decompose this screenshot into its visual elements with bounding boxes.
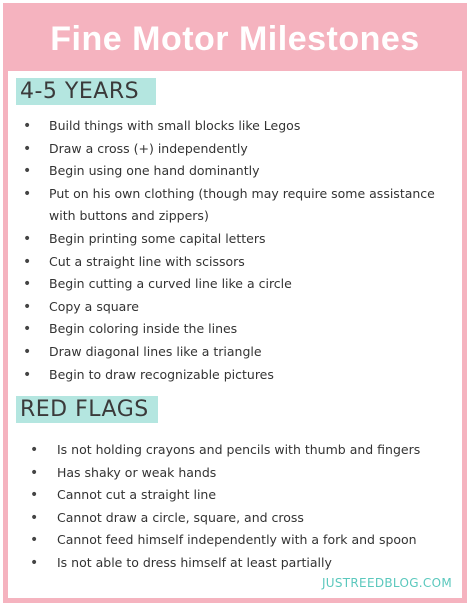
bullet-icon: •	[23, 298, 32, 315]
list-item: • Is not able to dress himself at least partially	[16, 552, 462, 575]
page-title: Fine Motor Milestones	[8, 8, 462, 71]
bullet-icon: •	[23, 118, 32, 134]
footer-website: JUSTREEDBLOG.COM	[321, 576, 452, 590]
bullet-icon: •	[23, 366, 32, 383]
bullet-icon: •	[30, 554, 39, 571]
bullet-icon: •	[30, 487, 39, 504]
bullet-icon: •	[23, 321, 32, 338]
list-item: • Cannot draw a circle, square, and cross	[16, 507, 462, 530]
bullet-icon: •	[30, 442, 39, 458]
list-item: • Begin to draw recognizable pictures	[16, 364, 462, 387]
list-item: • Begin printing some capital letters	[16, 228, 462, 251]
list-item: • Has shaky or weak hands	[16, 462, 462, 485]
list-item: • Is not holding crayons and pencils with thumb and fingers	[16, 439, 462, 462]
list-item: • Cut a straight line with scissors	[16, 251, 462, 274]
bullet-icon: •	[23, 140, 32, 157]
bullet-icon: •	[23, 276, 32, 293]
bullet-icon: •	[23, 230, 32, 247]
section-label-red-flags: RED FLAGS	[16, 396, 158, 423]
bullet-icon: •	[30, 509, 39, 526]
page-frame	[3, 3, 467, 603]
bullet-icon: •	[30, 532, 39, 549]
section-label-4-5-years: 4-5 YEARS	[16, 78, 156, 105]
bullet-icon: •	[23, 253, 32, 270]
bullet-icon: •	[23, 343, 32, 360]
red-flags-list	[16, 439, 462, 575]
list-item: • Draw diagonal lines like a triangle	[16, 341, 462, 364]
list-item: • Cannot feed himself independently with a fork and spoon	[16, 529, 462, 552]
bullet-icon: •	[23, 185, 32, 202]
list-item: • Draw a cross (+) independently	[16, 138, 462, 161]
milestones-list	[16, 115, 462, 386]
list-item: • Build things with small blocks like Legos	[16, 115, 462, 138]
list-item: • Put on his own clothing (though may require some assistance with buttons and zippers)	[16, 183, 462, 228]
list-item: • Begin using one hand dominantly	[16, 160, 462, 183]
list-item: • Begin coloring inside the lines	[16, 318, 462, 341]
bullet-icon: •	[23, 163, 32, 180]
list-item: • Cannot cut a straight line	[16, 484, 462, 507]
bullet-icon: •	[30, 464, 39, 481]
list-item: • Begin cutting a curved line like a circle	[16, 273, 462, 296]
list-item: • Copy a square	[16, 296, 462, 319]
